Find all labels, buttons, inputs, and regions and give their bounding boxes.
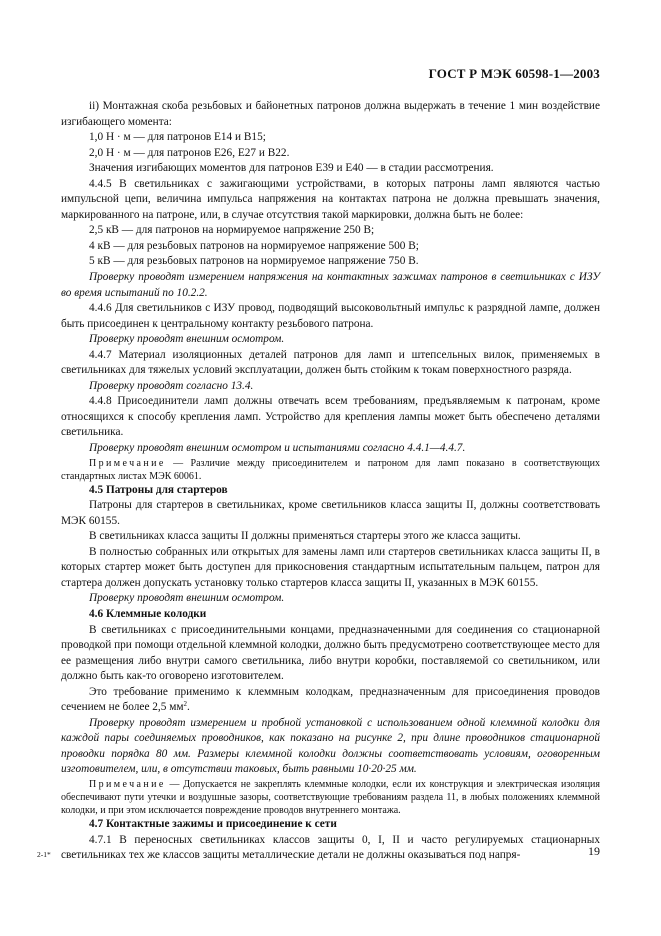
sheet-mark: 2-1* <box>37 850 51 859</box>
paragraph: 4.4.5 В светильниках с зажигающими устройствами, в которых патроны ламп являются частью импульсной цепи, величина импульса напряжения на контактах патрона не должна превышать значения, маркированного на патроне, или, в случае отсутствия такой маркировки, должна быть не более: <box>61 177 600 221</box>
paragraph-text: . <box>187 701 190 714</box>
paragraph: 2,0 Н · м — для патронов E26, E27 и B22. <box>89 146 290 159</box>
paragraph: ii) Монтажная скоба резьбовых и байонетных патронов должна выдержать в течение 1 мин воздействие изгибающего момента: <box>61 100 600 128</box>
verification-text: Проверку проводят согласно 13.4. <box>89 379 254 392</box>
note-text: — Допускается не закреплять клеммные колодки, если их конструкция и электрическая изоляция обеспечивают пути утечки и воздушные зазоры, соответствующие требованиям раздела 11, в любых положениях клеммной колодки, и при этом исключается повреждение проводов внутреннего монтажа. <box>61 778 600 816</box>
verification-text: Проверку проводят внешним осмотром. <box>89 592 285 605</box>
paragraph: 4.4.6 Для светильников с ИЗУ провод, подводящий высоковольтный импульс к разрядной лампе, должен быть присоединен к центральному контакту резьбового патрона. <box>61 302 600 330</box>
section-heading: 4.7 Контактные зажимы и присоединение к сети <box>89 817 337 830</box>
note-label: Примечание <box>89 457 166 469</box>
paragraph: 2,5 кВ — для патронов на нормируемое напряжение 250 В; <box>89 224 375 237</box>
paragraph: В полностью собранных или открытых для замены ламп или стартеров светильниках класса защиты II, в которых стартер может быть доступен для прикосновения стандартным испытательным пальцем, патрон для стартера должен допускать установку только стартеров класса защиты II, указанных в МЭК 60155. <box>61 545 600 589</box>
note <box>61 778 600 817</box>
document-body <box>61 99 600 864</box>
superscript: 2 <box>183 700 188 709</box>
verification-text: Проверку проводят внешним осмотром. <box>89 333 285 346</box>
paragraph: Значения изгибающих моментов для патронов E39 и E40 — в стадии рассмотрения. <box>89 162 494 175</box>
paragraph: 1,0 Н · м — для патронов E14 и B15; <box>89 131 266 144</box>
verification-text: Проверку проводят измерением и пробной установкой с использованием одной клеммной колодки для каждой пары соединяемых проводников, как показано на рисунке 2, при длине проводников стационарной проводки порядка 80 мм. Размеры клеммной колодки должны соответствовать условиям, оговоренным изготовителем, или, в отсутствии таковых, быть равными 10·20·25 мм. <box>61 716 600 776</box>
paragraph: Патроны для стартеров в светильниках, кроме светильников класса защиты II, должны соответствовать МЭК 60155. <box>61 499 600 527</box>
paragraph: 5 кВ — для резьбовых патронов на нормируемое напряжение 750 В. <box>89 255 419 268</box>
paragraph <box>61 685 600 716</box>
paragraph: В светильниках класса защиты II должны применяться стартеры этого же класса защиты. <box>89 530 521 543</box>
section-heading: 4.5 Патроны для стартеров <box>89 483 228 496</box>
verification-text: Проверку проводят измерением напряжения на контактных зажимах патронов в светильниках с ИЗУ во время испытаний по 10.2.2. <box>61 271 600 299</box>
paragraph: 4 кВ — для резьбовых патронов на нормируемое напряжение 500 В; <box>89 239 419 252</box>
paragraph: 4.4.8 Присоединители ламп должны отвечать всем требованиям, предъявляемым к патронам, кроме относящихся к способу крепления ламп. Устройство для крепления лампы может быть обеспечено деталями светильника. <box>61 395 600 439</box>
paragraph-text: Это требование применимо к клеммным колодкам, предназначенным для присоединения проводов сечением не более 2,5 мм <box>61 685 600 714</box>
section-heading: 4.6 Клеммные колодки <box>89 607 207 620</box>
note-text: — Различие между присоединителем и патроном для ламп показано в соответствующих стандартных листах МЭК 60061. <box>61 457 600 482</box>
page-number: 19 <box>588 844 600 858</box>
paragraph: 4.4.7 Материал изоляционных деталей патронов для ламп и штепсельных вилок, применяемых в светильниках для тяжелых условий эксплуатации, должен быть стойким к токам поверхностного разряда. <box>61 348 600 377</box>
paragraph: 4.7.1 В переносных светильниках классов защиты 0, I, II и часто регулируемых стационарных светильниках тех же классов защиты металлические детали не должны оказываться под напря- <box>61 833 600 862</box>
note-label: Примечание <box>89 778 166 790</box>
verification-text: Проверку проводят внешним осмотром и испытаниями согласно 4.4.1—4.4.7. <box>89 442 466 455</box>
note <box>61 457 600 483</box>
page-header: ГОСТ Р МЭК 60598-1—2003 <box>428 66 600 81</box>
paragraph: В светильниках с присоединительными концами, предназначенными для соединения со стационарной проводкой при помощи отдельной клеммной колодки, должно быть предусмотрено соответствующее место для ее размещения либо внутри самого светильника, либо внутри коробки, поставляемой со светильником, или должно быть как-то оговорено изготовителем. <box>61 623 600 683</box>
